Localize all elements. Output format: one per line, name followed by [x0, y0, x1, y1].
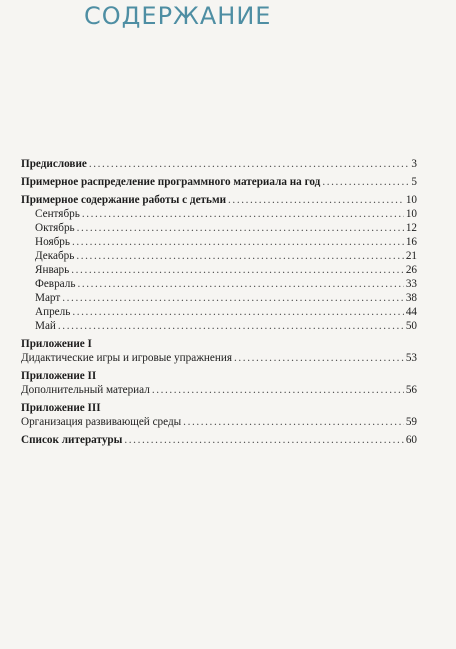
toc-entry-page: 10 [405, 208, 417, 220]
toc-entry-appendix3[interactable] [21, 415, 417, 429]
toc-leader-dots [77, 221, 404, 235]
toc-entry-page: 21 [405, 250, 417, 262]
toc-entry-title: Дидактические игры и игровые упражнения [21, 352, 232, 364]
toc-leader-dots [82, 207, 404, 221]
toc-entry-title: Май [35, 320, 56, 332]
toc-leader-dots [124, 433, 403, 447]
table-of-contents [21, 157, 417, 447]
toc-entry-page: 26 [405, 264, 417, 276]
toc-entry-appendix1[interactable] [21, 351, 417, 365]
toc-entry-page: 56 [405, 384, 417, 396]
toc-entry-page: 5 [411, 176, 417, 188]
toc-entry-page: 59 [405, 416, 417, 428]
toc-entry-month[interactable] [21, 263, 417, 277]
toc-entry-title: Примерное распределение программного материала на год [21, 176, 321, 188]
toc-entry-page: 53 [405, 352, 417, 364]
toc-leader-dots [76, 249, 403, 263]
toc-leader-dots [72, 235, 404, 249]
toc-leader-dots [72, 305, 404, 319]
toc-entry-appendix2[interactable] [21, 383, 417, 397]
toc-entry-page: 60 [405, 434, 417, 446]
toc-entry-page: 3 [411, 158, 417, 170]
toc-leader-dots [234, 351, 404, 365]
toc-appendix-heading: Приложение III [21, 402, 101, 414]
toc-leader-dots [89, 157, 410, 171]
toc-entry-title: Март [35, 292, 61, 304]
toc-leader-dots [71, 263, 404, 277]
toc-entry-title: Октябрь [35, 222, 75, 234]
toc-entry-title: Февраль [35, 278, 76, 290]
toc-entry-bibliography[interactable] [21, 433, 417, 447]
toc-entry-month[interactable] [21, 277, 417, 291]
toc-entry-month[interactable] [21, 235, 417, 249]
toc-leader-dots [322, 175, 409, 189]
toc-entry-page: 12 [405, 222, 417, 234]
toc-entry-month[interactable] [21, 305, 417, 319]
toc-leader-dots [58, 319, 404, 333]
toc-appendix-heading: Приложение I [21, 338, 92, 350]
toc-leader-dots [183, 415, 404, 429]
toc-entry-month[interactable] [21, 221, 417, 235]
toc-entry-title: Список литературы [21, 434, 123, 446]
toc-entry-title: Январь [35, 264, 70, 276]
toc-leader-dots [228, 193, 404, 207]
toc-entry-title: Ноябрь [35, 236, 70, 248]
toc-leader-dots [152, 383, 404, 397]
toc-entry-title: Организация развивающей среды [21, 416, 182, 428]
toc-appendix-heading: Приложение II [21, 370, 97, 382]
toc-entry-page: 50 [405, 320, 417, 332]
toc-entry-preface[interactable] [21, 157, 417, 171]
toc-entry-page: 44 [405, 306, 417, 318]
toc-entry-page: 16 [405, 236, 417, 248]
toc-entry-title: Предисловие [21, 158, 87, 170]
toc-leader-dots [62, 291, 404, 305]
toc-entry-page: 33 [405, 278, 417, 290]
toc-entry-month[interactable] [21, 249, 417, 263]
toc-entry-title: Сентябрь [35, 208, 80, 220]
toc-entry-title: Апрель [35, 306, 71, 318]
toc-entry-title: Декабрь [35, 250, 75, 262]
toc-entry-content[interactable] [21, 193, 417, 207]
toc-entry-month[interactable] [21, 291, 417, 305]
toc-entry-distribution[interactable] [21, 175, 417, 189]
toc-entry-page: 10 [405, 194, 417, 206]
toc-entry-month[interactable] [21, 207, 417, 221]
page-title: СОДЕРЖАНИЕ [84, 2, 272, 30]
toc-entry-page: 38 [405, 292, 417, 304]
toc-entry-title: Дополнительный материал [21, 384, 150, 396]
toc-leader-dots [77, 277, 403, 291]
toc-entry-month[interactable] [21, 319, 417, 333]
toc-entry-title: Примерное содержание работы с детьми [21, 194, 227, 206]
